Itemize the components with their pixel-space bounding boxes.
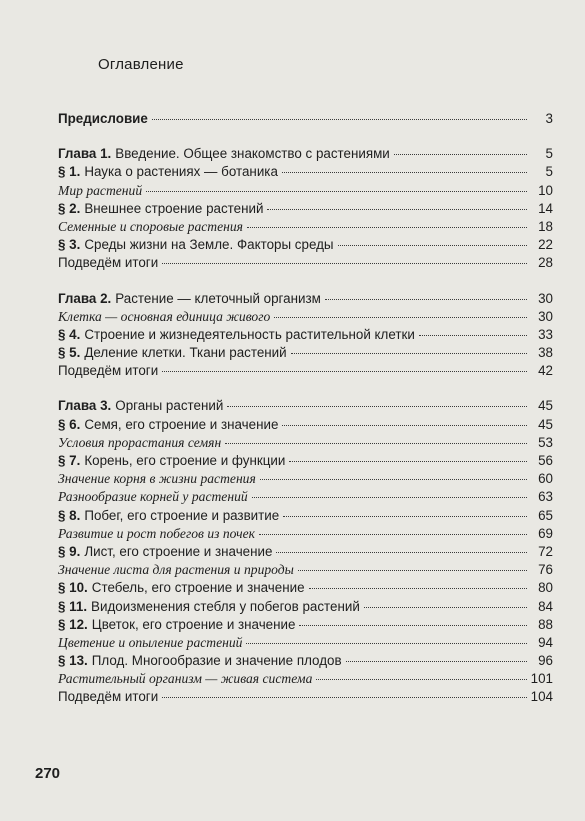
toc-entry-title: Растение — клеточный организм — [115, 290, 321, 306]
toc-entry[interactable] — [58, 616, 553, 634]
dot-leader — [162, 371, 527, 372]
toc-entry-title: Развитие и рост побегов из почек — [58, 525, 255, 541]
toc-entry[interactable] — [58, 543, 553, 561]
dot-leader — [299, 625, 527, 626]
toc-entry-title: Значение листа для растения и природы — [58, 562, 294, 578]
toc-entry[interactable] — [58, 254, 553, 272]
toc-entry-page: 72 — [538, 543, 553, 559]
toc-entry[interactable] — [58, 397, 553, 415]
toc-entry-title: Видоизменения стебля у побегов растений — [91, 598, 360, 614]
toc-entry-page: 14 — [538, 200, 553, 216]
toc-entry-page: 5 — [545, 146, 553, 162]
dot-leader — [325, 299, 527, 300]
dot-leader — [225, 443, 527, 444]
table-of-contents — [58, 110, 553, 724]
toc-entry-page: 69 — [538, 525, 553, 541]
toc-entry[interactable] — [58, 416, 553, 434]
dot-leader — [282, 172, 527, 173]
dot-leader — [316, 679, 526, 680]
toc-entry-number: Глава 3. — [58, 398, 112, 414]
toc-entry-page: 28 — [538, 255, 553, 271]
dot-leader — [394, 154, 527, 155]
toc-entry-page: 63 — [538, 489, 553, 505]
toc-entry-title: Условия прорастания семян — [58, 434, 222, 450]
toc-entry-number: § 12. — [58, 616, 88, 632]
toc-entry-title: Среды жизни на Земле. Факторы среды — [84, 237, 334, 253]
toc-entry-title: Цветок, его строение и значение — [91, 616, 296, 632]
toc-entry-number: § 7. — [58, 453, 81, 468]
toc-entry-title: Семя, его строение и значение — [84, 416, 279, 432]
toc-entry-page: 18 — [538, 218, 553, 234]
dot-leader — [259, 534, 527, 535]
dot-leader — [309, 588, 527, 589]
toc-entry-page: 30 — [538, 290, 553, 306]
toc-entry-page: 30 — [538, 308, 553, 324]
toc-entry-page: 45 — [538, 416, 553, 432]
toc-entry-page: 56 — [538, 453, 553, 468]
toc-entry-title: Разнообразие корней у растений — [58, 489, 248, 505]
toc-entry-number: Глава 1. — [58, 146, 112, 162]
toc-group — [58, 290, 553, 381]
toc-entry[interactable] — [58, 598, 553, 616]
toc-entry[interactable] — [58, 110, 553, 128]
dot-leader — [146, 191, 527, 192]
dot-leader — [247, 227, 527, 228]
toc-entry-page: 94 — [538, 634, 553, 650]
toc-entry-number: § 5. — [58, 345, 81, 361]
toc-entry[interactable] — [58, 218, 553, 236]
toc-entry-number: § 3. — [58, 237, 81, 253]
dot-leader — [282, 425, 527, 426]
toc-entry-page: 38 — [538, 345, 553, 361]
toc-entry[interactable] — [58, 308, 553, 326]
dot-leader — [289, 461, 527, 462]
toc-entry-page: 3 — [545, 111, 553, 126]
toc-entry-title: Корень, его строение и функции — [84, 453, 286, 468]
toc-entry-page: 60 — [538, 471, 553, 487]
toc-group — [58, 145, 553, 272]
toc-entry-title: Стебель, его строение и значение — [91, 580, 305, 596]
toc-group — [58, 110, 553, 128]
toc-entry[interactable] — [58, 688, 553, 706]
toc-entry-title: Внешнее строение растений — [84, 200, 264, 216]
toc-entry-page: 45 — [538, 398, 553, 414]
toc-entry-title: Значение корня в жизни растения — [58, 471, 256, 487]
toc-entry[interactable] — [58, 236, 553, 254]
toc-entry[interactable] — [58, 670, 553, 688]
toc-entry[interactable] — [58, 290, 553, 308]
toc-entry[interactable] — [58, 452, 553, 470]
toc-entry-title: Введение. Общее знакомство с растениями — [115, 146, 390, 162]
toc-entry-title: Семенные и споровые растения — [58, 218, 243, 234]
toc-entry-page: 5 — [545, 164, 553, 180]
toc-entry-number: § 9. — [58, 543, 81, 559]
toc-entry[interactable] — [58, 470, 553, 488]
toc-entry-page: 42 — [538, 363, 553, 379]
toc-entry-title: Предисловие — [58, 111, 148, 126]
dot-leader — [338, 245, 527, 246]
toc-entry[interactable] — [58, 163, 553, 181]
toc-entry-number: § 10. — [58, 580, 88, 596]
toc-entry[interactable] — [58, 525, 553, 543]
toc-group — [58, 397, 553, 706]
dot-leader — [152, 119, 527, 120]
toc-entry-title: Побег, его строение и развитие — [84, 507, 280, 523]
toc-entry-title: Клетка — основная единица живого — [58, 308, 271, 324]
toc-entry[interactable] — [58, 507, 553, 525]
toc-entry-page: 104 — [530, 689, 553, 705]
dot-leader — [162, 263, 527, 264]
dot-leader — [364, 607, 527, 608]
dot-leader — [260, 479, 527, 480]
toc-entry[interactable] — [58, 579, 553, 597]
toc-entry-title: Подведём итоги — [58, 255, 159, 271]
toc-entry-number: § 6. — [58, 416, 81, 432]
toc-entry-number: § 2. — [58, 200, 81, 216]
dot-leader — [291, 353, 527, 354]
toc-entry-page: 76 — [538, 562, 553, 578]
toc-entry-page: 53 — [538, 434, 553, 450]
toc-entry[interactable] — [58, 488, 553, 506]
toc-entry-page: 65 — [538, 507, 553, 523]
toc-entry-number: § 4. — [58, 326, 81, 342]
toc-entry-title: Наука о растениях — ботаника — [84, 164, 278, 180]
toc-entry-number: § 8. — [58, 507, 81, 523]
dot-leader — [252, 497, 527, 498]
dot-leader — [346, 661, 527, 662]
dot-leader — [274, 317, 527, 318]
dot-leader — [283, 516, 527, 517]
toc-entry[interactable] — [58, 561, 553, 579]
toc-entry-page: 22 — [538, 237, 553, 253]
toc-entry-title: Плод. Многообразие и значение плодов — [91, 653, 342, 669]
dot-leader — [227, 406, 527, 407]
toc-entry[interactable] — [58, 362, 553, 380]
dot-leader — [162, 697, 526, 698]
toc-entry-number: § 11. — [58, 598, 88, 614]
dot-leader — [267, 209, 527, 210]
toc-entry-title: Деление клетки. Ткани растений — [84, 345, 287, 361]
toc-entry-title: Подведём итоги — [58, 363, 159, 379]
toc-entry-page: 84 — [538, 598, 553, 614]
toc-entry-title: Органы растений — [115, 398, 224, 414]
toc-entry-page: 33 — [538, 326, 553, 342]
toc-entry[interactable] — [58, 344, 553, 362]
dot-leader — [298, 570, 527, 571]
page-number: 270 — [35, 765, 61, 782]
toc-entry-page: 10 — [538, 182, 553, 198]
toc-entry-title: Строение и жизнедеятельность растительной клетки — [84, 326, 415, 342]
toc-entry[interactable] — [58, 326, 553, 344]
toc-entry[interactable] — [58, 145, 553, 163]
toc-entry-page: 101 — [530, 671, 553, 687]
dot-leader — [246, 643, 527, 644]
page-title: Оглавление — [98, 56, 184, 73]
toc-entry-title: Цветение и опыление растений — [58, 634, 243, 650]
toc-entry[interactable] — [58, 434, 553, 452]
toc-entry[interactable] — [58, 634, 553, 652]
toc-entry-title: Растительный организм — живая система — [58, 671, 313, 687]
toc-entry-title: Мир растений — [58, 182, 143, 198]
toc-entry[interactable] — [58, 652, 553, 670]
toc-entry-page: 96 — [538, 653, 553, 669]
toc-entry-number: Глава 2. — [58, 290, 112, 306]
dot-leader — [276, 552, 527, 553]
toc-entry-number: § 13. — [58, 653, 88, 669]
toc-entry[interactable] — [58, 200, 553, 218]
toc-entry-number: § 1. — [58, 164, 81, 180]
dot-leader — [419, 335, 527, 336]
toc-entry-title: Лист, его строение и значение — [84, 543, 273, 559]
toc-entry-title: Подведём итоги — [58, 689, 159, 705]
toc-entry-page: 80 — [538, 580, 553, 596]
toc-entry[interactable] — [58, 182, 553, 200]
toc-entry-page: 88 — [538, 616, 553, 632]
